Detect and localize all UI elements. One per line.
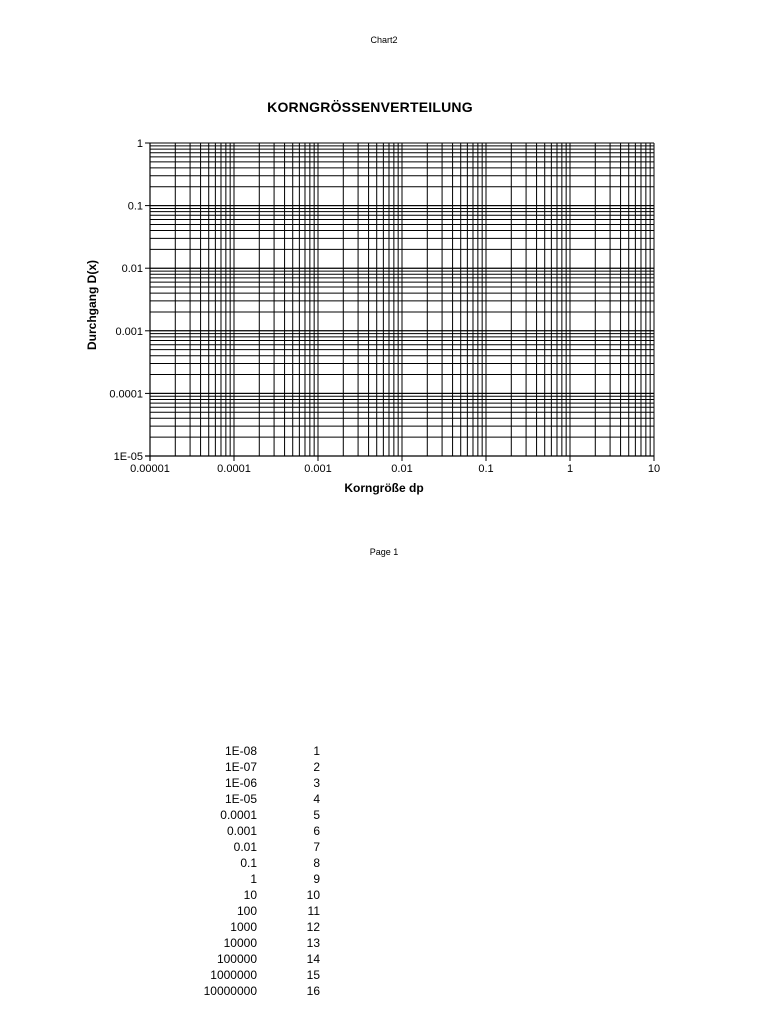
table-row (190, 936, 340, 952)
table-row (190, 872, 340, 888)
table-cell-value: 0.001 (226, 824, 257, 838)
x-axis-label: Korngröße dp (344, 481, 424, 495)
table-cell-value: 0.01 (233, 840, 257, 854)
table-cell-value: 1E-07 (224, 760, 257, 774)
table-cell-value: 10 (243, 888, 257, 902)
table-cell-index: 6 (313, 824, 320, 838)
x-tick-label: 0.00001 (130, 463, 170, 475)
table-row (190, 984, 340, 1000)
page-footer: Page 1 (369, 547, 399, 557)
table-cell-index: 4 (313, 792, 320, 806)
table-cell-value: 1E-05 (224, 792, 257, 806)
table-cell-value: 1E-06 (224, 776, 257, 790)
table-cell-value: 0.1 (240, 856, 257, 870)
table-row (190, 888, 340, 904)
table-cell-index: 9 (313, 872, 320, 886)
table-cell-index: 11 (307, 904, 320, 918)
x-tick-label: 1 (566, 463, 574, 475)
table-row (190, 920, 340, 936)
table-row (190, 760, 340, 776)
table-cell-index: 15 (306, 968, 320, 982)
table-cell-index: 3 (313, 776, 320, 790)
data-table (190, 744, 340, 1000)
x-tick-label: 10 (647, 463, 661, 475)
table-cell-value: 100 (236, 904, 257, 918)
table-cell-value: 0.0001 (220, 808, 257, 822)
table-row (190, 952, 340, 968)
x-tick-label: 0.001 (304, 463, 332, 475)
table-cell-index: 12 (306, 920, 320, 934)
table-cell-index: 7 (313, 840, 320, 854)
table-cell-index: 10 (306, 888, 320, 902)
table-cell-value: 1000000 (210, 968, 257, 982)
table-cell-index: 14 (306, 952, 320, 966)
table-row (190, 824, 340, 840)
table-cell-value: 1E-08 (224, 744, 257, 758)
y-tick-label: 0.01 (121, 263, 143, 276)
table-row (190, 808, 340, 824)
x-tick-label: 0.1 (478, 463, 494, 475)
x-axis-ticks (130, 456, 660, 475)
table-row (190, 904, 340, 920)
table-cell-index: 13 (306, 936, 320, 950)
table-cell-value: 10000000 (203, 984, 257, 998)
table-cell-value: 1 (250, 872, 257, 886)
table-cell-index: 8 (313, 856, 320, 870)
table-row (190, 840, 340, 856)
table-cell-index: 16 (306, 984, 320, 998)
y-tick-label: 0.0001 (109, 388, 143, 401)
y-axis-ticks (109, 138, 150, 463)
chart-title: KORNGRÖSSENVERTEILUNG (267, 99, 473, 115)
y-tick-label: 0.1 (127, 200, 143, 213)
x-tick-label: 0.01 (391, 463, 413, 475)
table-row (190, 776, 340, 792)
table-row (190, 744, 340, 760)
table-row (190, 968, 340, 984)
table-row (190, 856, 340, 872)
y-tick-label: 1E-05 (113, 451, 143, 463)
table-cell-index: 1 (313, 744, 320, 758)
table-row (190, 792, 340, 808)
table-cell-index: 5 (313, 808, 320, 822)
table-cell-value: 100000 (216, 952, 257, 966)
y-axis-label: Durchgang D(x) (85, 260, 99, 350)
table-cell-value: 1000 (230, 920, 257, 934)
chart-grid (150, 143, 654, 456)
y-tick-label: 1 (136, 138, 143, 150)
page-header: Chart2 (370, 35, 398, 45)
x-tick-label: 0.0001 (217, 463, 251, 475)
y-tick-label: 0.001 (115, 325, 143, 338)
table-cell-value: 10000 (223, 936, 257, 950)
table-cell-index: 2 (313, 760, 320, 774)
